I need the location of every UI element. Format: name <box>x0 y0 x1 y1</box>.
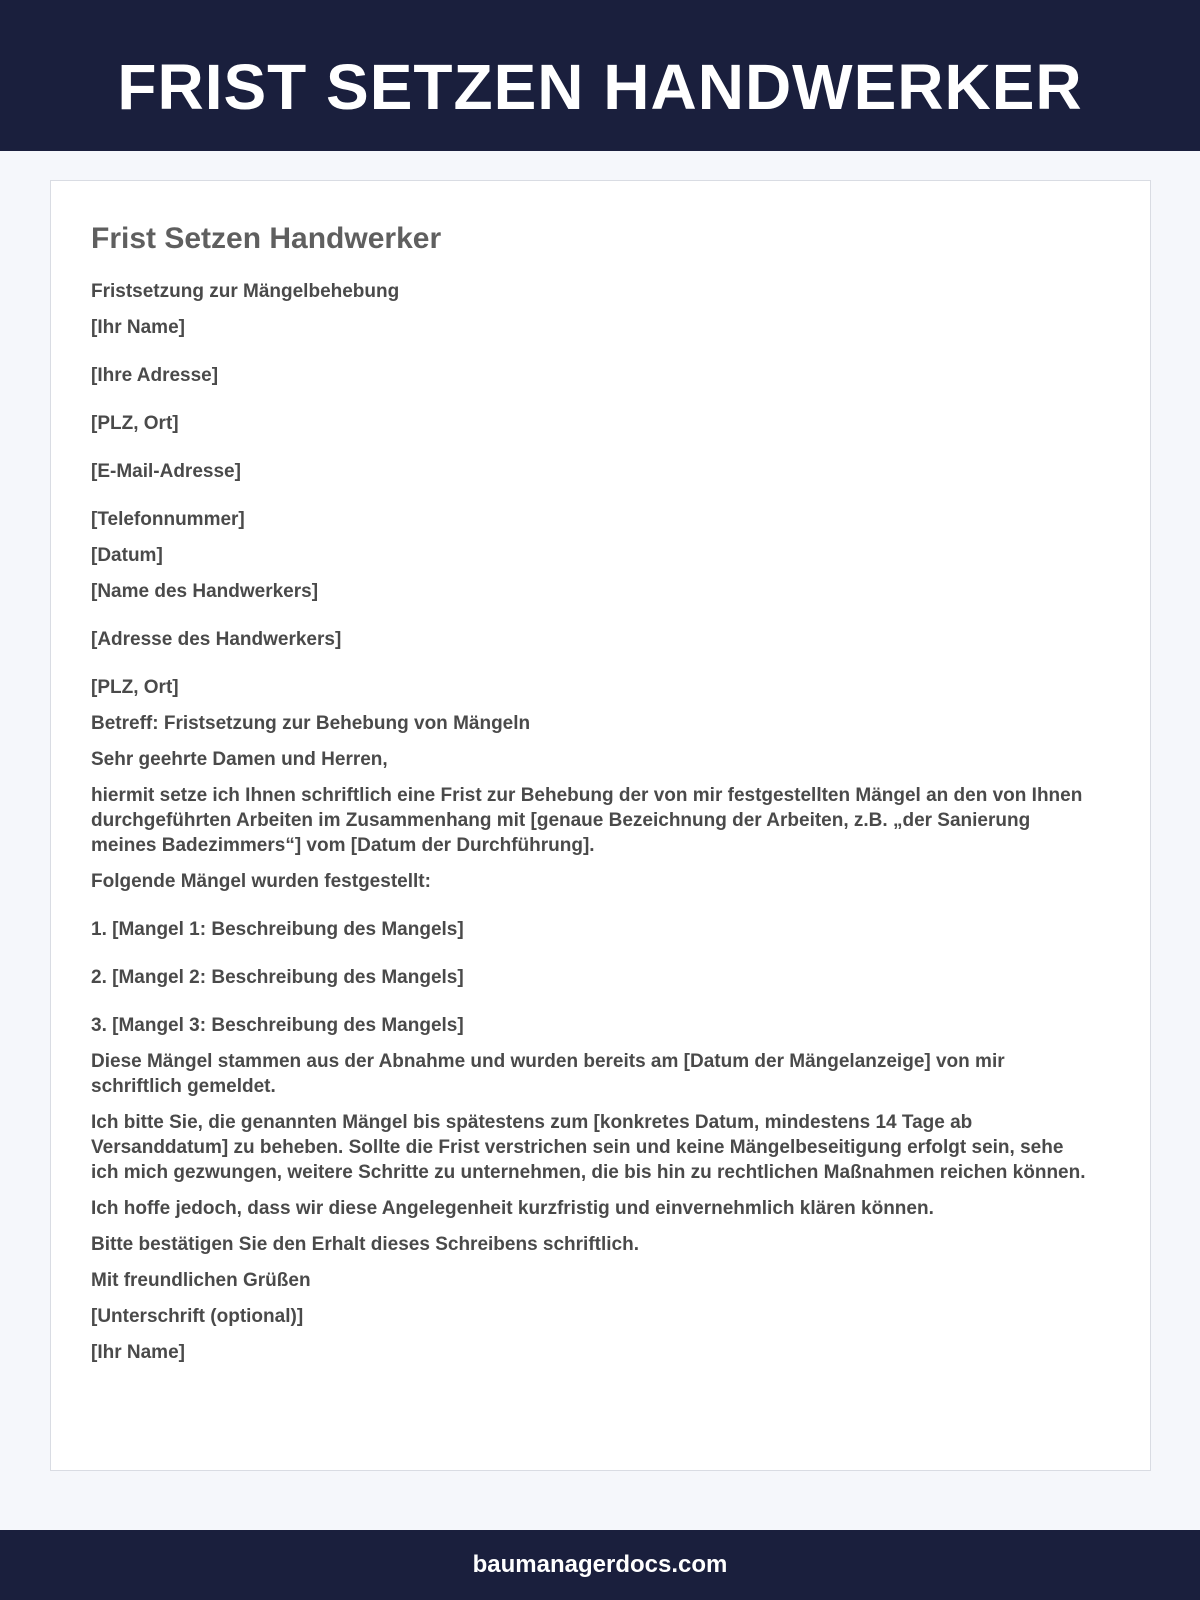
sender-phone: [Telefonnummer] <box>91 509 245 530</box>
deadline-paragraph: Ich bitte Sie, die genannten Mängel bis spätestens zum [konkretes Datum, mindestens 14 Tage ab Versanddatum] zu beheben. Sollte die Frist verstrichen sein und keine Mängelbeseitigung erfolgt sein, sehe ich mich gezwungen, weitere Schritte zu unternehmen, die bis hin zu rechtlichen Maßnahmen reichen können. <box>91 1112 1086 1183</box>
letter-date: [Datum] <box>91 545 163 566</box>
document-title: Frist Setzen Handwerker <box>91 222 442 255</box>
subject-heading: Fristsetzung zur Mängelbehebung <box>91 281 400 302</box>
subject-line: Betreff: Fristsetzung zur Behebung von Mängeln <box>91 713 531 734</box>
hope-paragraph: Ich hoffe jedoch, dass wir diese Angelegenheit kurzfristig und einvernehmlich klären können. <box>91 1198 934 1219</box>
document-card <box>50 180 1151 1471</box>
signer-name: [Ihr Name] <box>91 1342 185 1363</box>
footer-banner <box>0 1530 1200 1600</box>
banner-title: FRIST SETZEN HANDWERKER <box>117 50 1083 123</box>
sender-address: [Ihre Adresse] <box>91 365 219 386</box>
signature-placeholder: [Unterschrift (optional)] <box>91 1306 304 1327</box>
origin-paragraph: Diese Mängel stammen aus der Abnahme und wurden bereits am [Datum der Mängelanzeige] von mir schriftlich gemeldet. <box>91 1051 1005 1097</box>
recipient-city: [PLZ, Ort] <box>91 677 179 698</box>
defect-item: 1. [Mangel 1: Beschreibung des Mangels] <box>91 919 464 940</box>
footer-site-link[interactable]: baumanagerdocs.com <box>472 1551 728 1578</box>
recipient-address: [Adresse des Handwerkers] <box>91 629 342 650</box>
sender-city: [PLZ, Ort] <box>91 413 179 434</box>
top-banner <box>0 0 1200 151</box>
defect-item: 2. [Mangel 2: Beschreibung des Mangels] <box>91 967 464 988</box>
confirm-paragraph: Bitte bestätigen Sie den Erhalt dieses Schreibens schriftlich. <box>91 1234 639 1255</box>
closing: Mit freundlichen Grüßen <box>91 1270 311 1291</box>
defect-item: 3. [Mangel 3: Beschreibung des Mangels] <box>91 1015 464 1036</box>
sender-email: [E-Mail-Adresse] <box>91 461 241 482</box>
defects-heading: Folgende Mängel wurden festgestellt: <box>91 871 431 892</box>
recipient-name: [Name des Handwerkers] <box>91 581 319 602</box>
sender-name: [Ihr Name] <box>91 317 185 338</box>
intro-paragraph: hiermit setze ich Ihnen schriftlich eine Frist zur Behebung der von mir festgestellten Mängel an den von Ihnen durchgeführten Arbeiten im Zusammenhang mit [genaue Bezeichnung der Arbeiten, z.B. „der Sanierung meines Badezimmers“] vom [Datum der Durchführung]. <box>91 785 1083 856</box>
salutation: Sehr geehrte Damen und Herren, <box>91 749 388 770</box>
